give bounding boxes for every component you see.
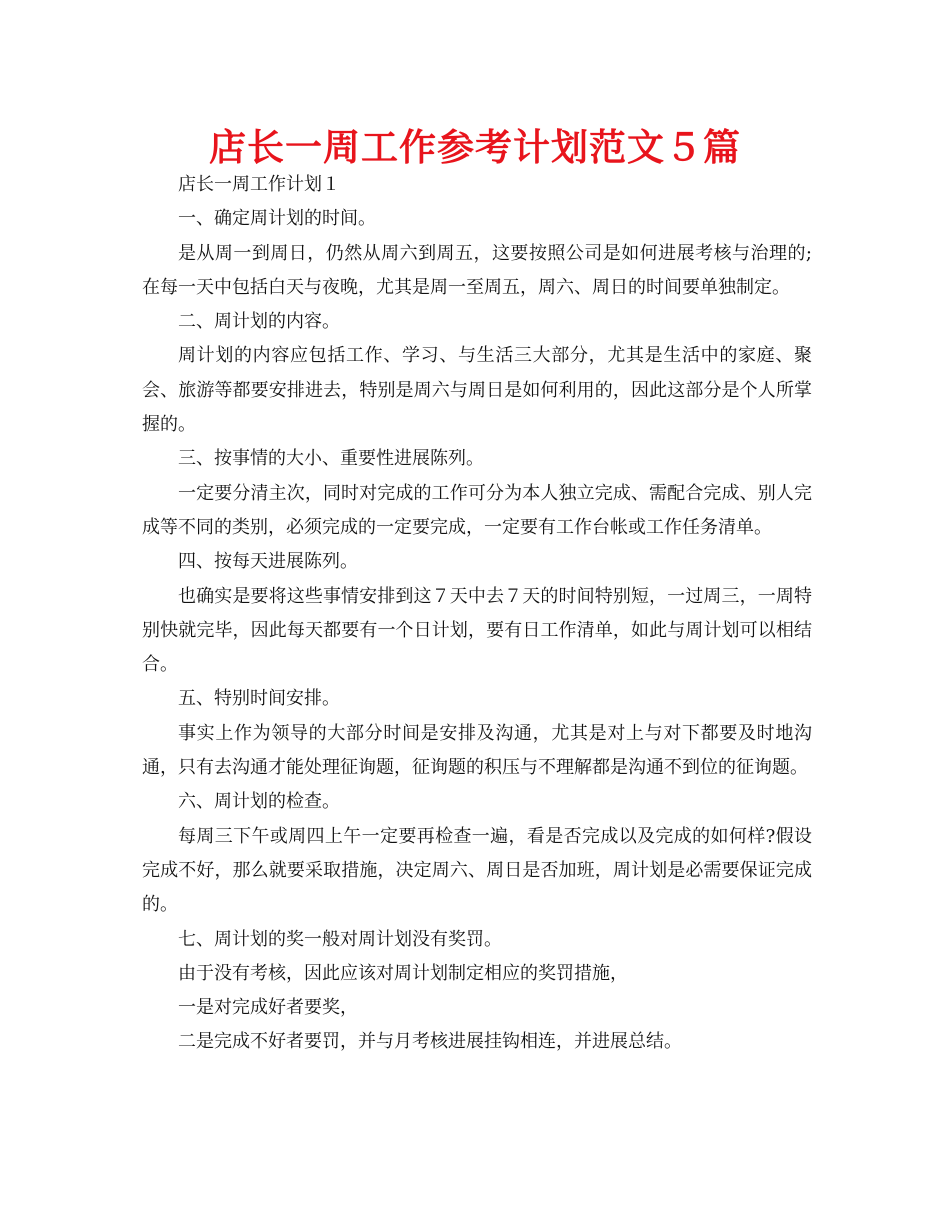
paragraph-section-7-heading: 七、周计划的奖一般对周计划没有奖罚。 (178, 928, 502, 950)
paragraph-section-4-heading: 四、按每天进展陈列。 (178, 551, 358, 573)
paragraph-section-5-heading: 五、特别时间安排。 (178, 688, 340, 710)
paragraph-section-2-text: 周计划的内容应包括工作、学习、与生活三大部分，尤其是生活中的家庭、聚会、旅游等都要安排进去，特别是周六与周日是如何利用的，因此这部分是个人所掌握的。 (142, 345, 812, 436)
paragraph-section-2-heading: 二、周计划的内容。 (178, 311, 340, 333)
paragraph-section-6-heading: 六、周计划的检查。 (178, 791, 340, 813)
document-body (142, 168, 812, 1060)
paragraph-section-3-heading: 三、按事情的大小、重要性进展陈列。 (178, 448, 484, 470)
paragraph-section-3-text: 一定要分清主次，同时对完成的工作可分为本人独立完成、需配合完成、别人完成等不同的类别，必须完成的一定要完成，一定要有工作台帐或工作任务清单。 (142, 482, 812, 538)
paragraph-section-1-text: 是从周一到周日，仍然从周六到周五，这要按照公司是如何进展考核与治理的;在每一天中包括白天与夜晚，尤其是周一至周五，周六、周日的时间要单独制定。 (142, 242, 812, 298)
paragraph-section-7-text: 由于没有考核，因此应该对周计划制定相应的奖罚措施， (178, 962, 628, 984)
paragraph-section-5-text: 事实上作为领导的大部分时间是安排及沟通，尤其是对上与对下都要及时地沟通，只有去沟通才能处理征询题，征询题的积压与不理解都是沟通不到位的征询题。 (142, 722, 812, 779)
paragraph-section-1-heading: 一、确定周计划的时间。 (178, 208, 376, 230)
paragraph-section-6-text: 每周三下午或周四上午一定要再检查一遍，看是否完成以及完成的如何样?假设完成不好，那么就要采取措施，决定周六、周日是否加班，周计划是必需要保证完成的。 (142, 825, 812, 916)
paragraph-section-4-text: 也确实是要将这些事情安排到这７天中去７天的时间特别短，一过周三，一周特别快就完毕，因此每天都要有一个日计划，要有日工作清单，如此与周计划可以相结合。 (142, 585, 812, 676)
paragraph-heading-plan-1: 店长一周工作计划１ (178, 174, 340, 195)
paragraph-reward-item: 一是对完成好者要奖， (178, 997, 358, 1019)
document-title: 店长一周工作参考计划范文５篇 (209, 126, 741, 169)
paragraph-penalty-item: 二是完成不好者要罚，并与月考核进展挂钩相连，并进展总结。 (178, 1031, 682, 1053)
